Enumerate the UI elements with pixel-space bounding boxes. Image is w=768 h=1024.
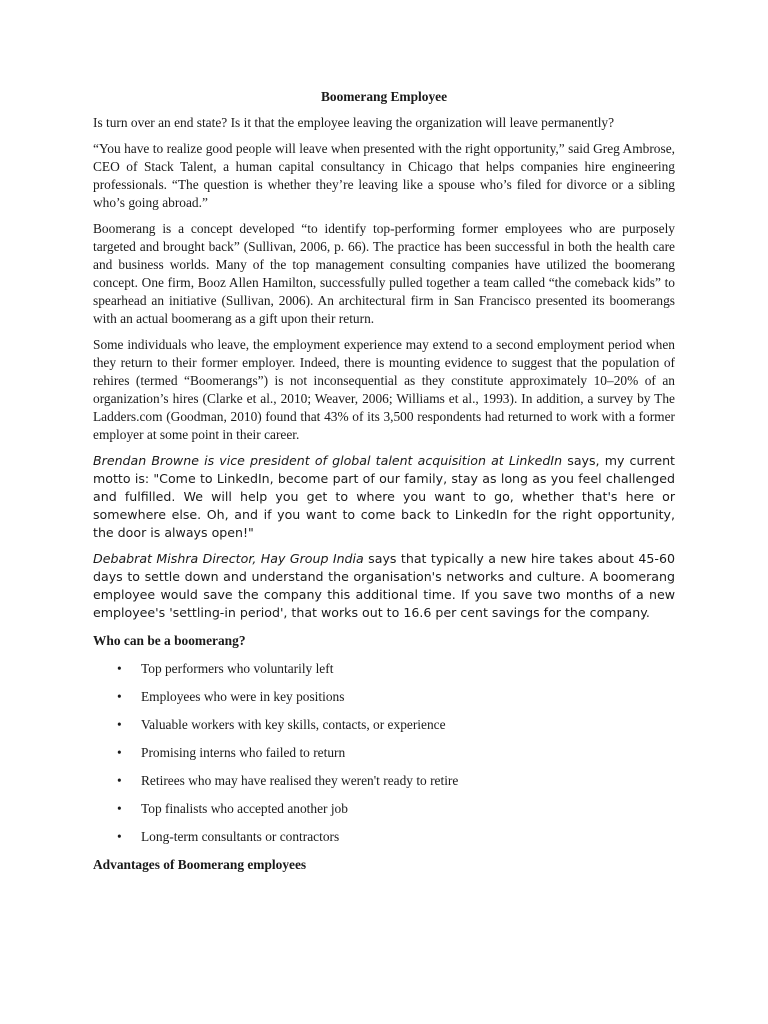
linkedin-quote-text: says, my current motto is: "Come to LinkedIn, become part of our family, stay as long as you feel challenged and fulfilled. We will help you get to where you want to go, whether that's here or somewhere else. Oh, and if you want to come back to LinkedIn for the right opportunity, the door is always open!" bbox=[93, 453, 675, 540]
bullet-icon: • bbox=[117, 745, 122, 760]
bullet-icon: • bbox=[117, 661, 122, 676]
heading-who-can-be-boomerang: Who can be a boomerang? bbox=[93, 633, 246, 648]
bullet-icon: • bbox=[117, 773, 122, 788]
document-title: Boomerang Employee bbox=[320, 89, 448, 104]
list-item-text: Retirees who may have realised they weren't ready to retire bbox=[141, 773, 459, 788]
list-item-text: Valuable workers with key skills, contacts, or experience bbox=[141, 717, 446, 732]
heading-advantages: Advantages of Boomerang employees bbox=[93, 857, 307, 872]
list-item bbox=[117, 800, 675, 818]
list-item bbox=[117, 716, 675, 734]
hay-group-attribution: Debabrat Mishra Director, Hay Group India bbox=[93, 551, 364, 566]
paragraph-linkedin-quote bbox=[93, 452, 675, 542]
paragraph-hay-group bbox=[93, 550, 675, 622]
list-item bbox=[117, 660, 675, 678]
bullet-icon: • bbox=[117, 717, 122, 732]
list-item bbox=[117, 828, 675, 846]
list-item-text: Top finalists who accepted another job bbox=[141, 801, 348, 816]
bullet-icon: • bbox=[117, 801, 122, 816]
list-item bbox=[117, 744, 675, 762]
list-item-text: Promising interns who failed to return bbox=[141, 745, 346, 760]
bullet-icon: • bbox=[117, 829, 122, 844]
paragraph-boomerang-concept: Boomerang is a concept developed “to identify top-performing former employees who are purposely targeted and brought back” (Sullivan, 2006, p. 66). The practice has been successful in both the health care and business worlds. Many of the top management consulting companies have utilized the boomerang concept. One firm, Booz Allen Hamilton, successfully pulled together a team called “the comeback kids” to spearhead an initiative (Sullivan, 2006). An architectural firm in San Francisco presented its boomerangs with an actual boomerang as a gift upon their return. bbox=[93, 221, 675, 326]
paragraph-rehires-evidence: Some individuals who leave, the employment experience may extend to a second employment period when they return to their former employer. Indeed, there is mounting evidence to suggest that the population of rehires (termed “Boomerangs”) is not inconsequential as they constitute approximately 10–20% of an organization’s hires (Clarke et al., 2010; Weaver, 2006; Williams et al., 1993). In addition, a survey by The Ladders.com (Goodman, 2010) found that 43% of its 3,500 respondents had returned to work with a former employer at some point in their career. bbox=[93, 337, 675, 442]
list-item-text: Long-term consultants or contractors bbox=[141, 829, 340, 844]
document-page bbox=[93, 88, 675, 874]
hay-group-text: says that typically a new hire takes about 45-60 days to settle down and understand the organisation's networks and culture. A boomerang employee would save the company this additional time. If you save two months of a new employee's 'settling-in period', that works out to 16.6 per cent savings for the company. bbox=[93, 551, 675, 620]
bullet-icon: • bbox=[117, 689, 122, 704]
paragraph-turnover-question: Is turn over an end state? Is it that the employee leaving the organization will leave permanently? bbox=[93, 115, 615, 130]
list-item-text: Top performers who voluntarily left bbox=[141, 661, 334, 676]
list-item bbox=[117, 772, 675, 790]
list-item-text: Employees who were in key positions bbox=[141, 689, 345, 704]
linkedin-attribution: Brendan Browne is vice president of global talent acquisition at LinkedIn bbox=[93, 453, 563, 468]
list-item bbox=[117, 688, 675, 706]
paragraph-greg-ambrose-quote: “You have to realize good people will leave when presented with the right opportunity,” said Greg Ambrose, CEO of Stack Talent, a human capital consultancy in Chicago that helps companies hire engineering professionals. “The question is whether they’re leaving like a spouse who’s filed for divorce or a sibling who’s going abroad.” bbox=[93, 141, 675, 210]
boomerang-candidates-list bbox=[93, 660, 675, 846]
